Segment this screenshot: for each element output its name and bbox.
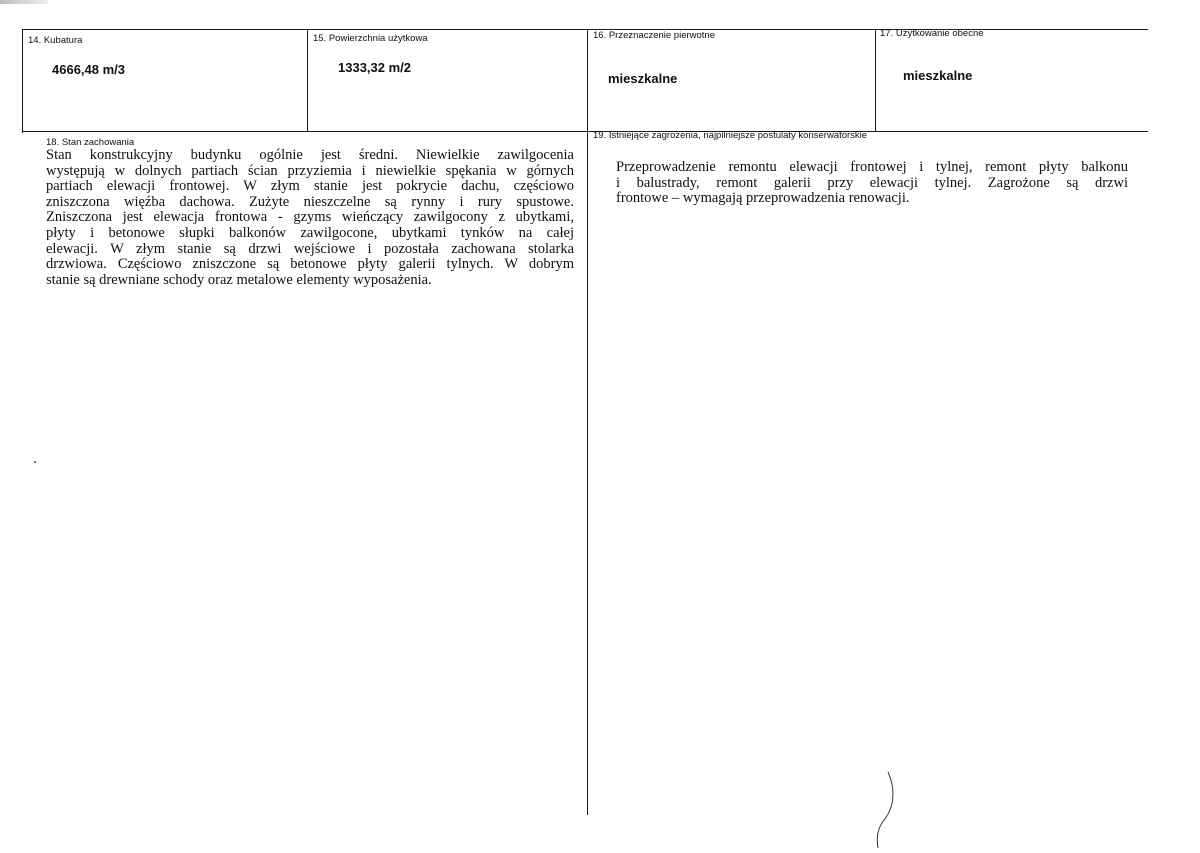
col-divider-2 <box>587 29 588 815</box>
scan-edge-artifact <box>0 0 48 4</box>
stan-line: Zniszczona jest elewacja frontowa - gzyms wieńczący zawilgocony z ubytkami, <box>46 209 574 226</box>
stan-label: 18. Stan zachowania <box>46 137 135 148</box>
stan-text <box>46 148 574 288</box>
stan-line: płyty i betonowe słupki balkonów zawilgocone, ubytkami tynków na całej <box>46 224 574 241</box>
col-divider-3 <box>875 29 876 132</box>
zagrozenia-line: frontowe – wymagają przeprowadzenia renowacji. <box>616 190 910 207</box>
przeznaczenie-value: mieszkalne <box>608 71 678 86</box>
stan-line: stanie są drewniane schody oraz metalowe elementy wyposażenia. <box>46 271 432 288</box>
stan-line: elewacji. W złym stanie są drzwi wejściowe i pozostała zachowana stolarka <box>46 240 574 257</box>
scan-dot <box>34 461 36 463</box>
row-divider <box>22 131 1148 132</box>
zagrozenia-text <box>616 160 1128 207</box>
kubatura-label: 14. Kubatura <box>28 35 83 46</box>
stan-line: partiach elewacji frontowej. W złym stanie jest pokrycie dachu, częściowo <box>46 178 574 195</box>
pen-mark <box>870 770 900 850</box>
stan-line: występują w dolnych partiach ścian przyziemia i niewielkie spękania w górnych <box>46 162 574 179</box>
kubatura-value: 4666,48 m/3 <box>52 62 126 77</box>
powierzchnia-value: 1333,32 m/2 <box>338 60 412 75</box>
przeznaczenie-label: 16. Przeznaczenie pierwotne <box>593 30 715 41</box>
zagrozenia-line: Przeprowadzenie remontu elewacji frontowej i tylnej, remont płyty balkonu <box>616 159 1128 175</box>
col-divider-1 <box>307 29 308 132</box>
powierzchnia-label: 15. Powierzchnia użytkowa <box>313 33 428 44</box>
uzytkowanie-label: 17. Użytkowanie obecne <box>880 28 984 39</box>
stan-line: drzwiowa. Częściowo zniszczone są betonowe płyty galerii tylnych. W dobrym <box>46 256 574 273</box>
zagrozenia-label: 19. Istniejące zagrożenia, najpilniejsze postulaty konserwatorskie <box>593 130 868 141</box>
stan-line: Stan konstrukcyjny budynku ogólnie jest średni. Niewielkie zawilgocenia <box>46 147 574 163</box>
zagrozenia-line: i balustrady, remont galerii przy elewacji tylnej. Zagrożone są drzwi <box>616 174 1128 191</box>
stan-line: zniszczona więźba dachowa. Zużyte nieszczelne są rynny i rury spustowe. <box>46 193 574 210</box>
left-border <box>22 29 23 133</box>
uzytkowanie-value: mieszkalne <box>903 68 973 83</box>
